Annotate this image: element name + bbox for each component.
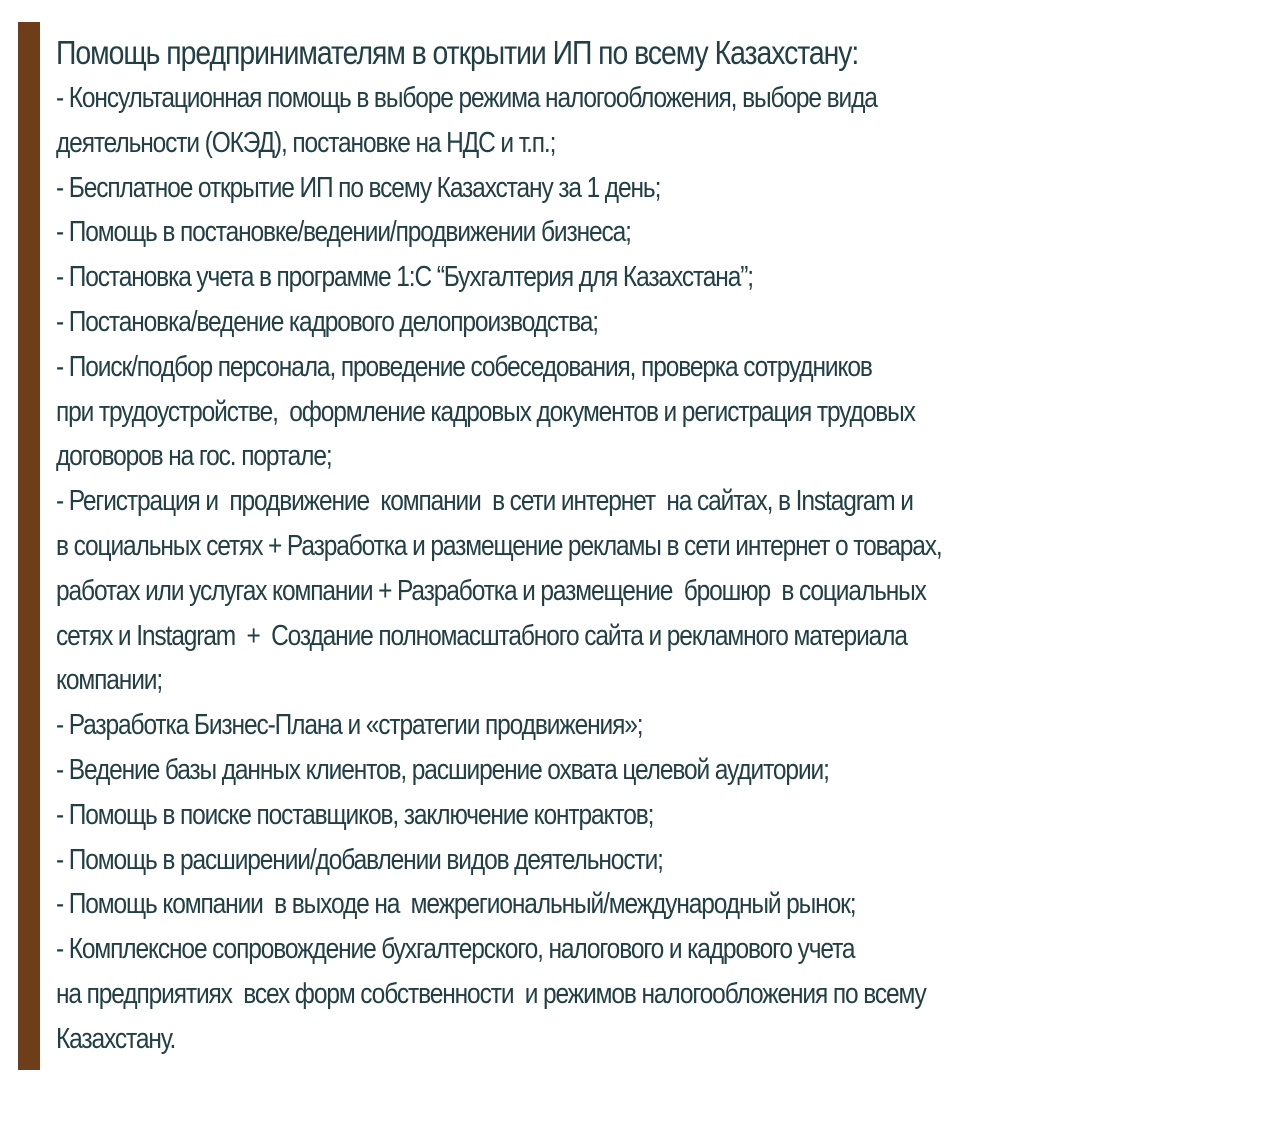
text-line: - Комплексное сопровождение бухгалтерского, налогового и кадрового учета xyxy=(56,933,855,966)
text-line: - Регистрация и продвижение компании в сети интернет на сайтах, в Instagram и xyxy=(56,485,913,518)
text-line: - Помощь компании в выходе на межрегиональный/международный рынок; xyxy=(56,888,856,921)
text-line: на предприятиях всех форм собственности и режимов налогообложения по всему xyxy=(56,977,926,1010)
text-line: сетях и Instagram + Создание полномасштабного сайта и рекламного материала xyxy=(56,619,907,652)
text-line: - Постановка/ведение кадрового делопроизводства; xyxy=(56,305,599,338)
text-line: - Помощь в постановке/ведении/продвижении бизнеса; xyxy=(56,216,631,249)
text-line: компании; xyxy=(56,664,163,697)
text-line: в социальных сетях + Разработка и размещение рекламы в сети интернет о товарах, xyxy=(56,529,942,562)
text-line: - Ведение базы данных клиентов, расширение охвата целевой аудитории; xyxy=(56,753,829,786)
text-line: деятельности (ОКЭД), постановке на НДС и т.п.; xyxy=(56,126,556,159)
heading: Помощь предпринимателям в открытии ИП по всему Казахстану: xyxy=(56,34,859,71)
text-line: - Разработка Бизнес-Плана и «стратегии продвижения»; xyxy=(56,709,643,742)
text-line: - Бесплатное открытие ИП по всему Казахстану за 1 день; xyxy=(56,171,661,204)
text-line: - Помощь в поиске поставщиков, заключение контрактов; xyxy=(56,798,654,831)
services-text-block xyxy=(56,30,1260,1062)
text-line: - Поиск/подбор персонала, проведение собеседования, проверка сотрудников xyxy=(56,350,872,383)
text-line: Казахстану. xyxy=(56,1022,176,1055)
text-line: - Постановка учета в программе 1:С “Бухгалтерия для Казахстана”; xyxy=(56,261,753,294)
text-line: договоров на гос. портале; xyxy=(56,440,332,473)
text-line: работах или услугах компании + Разработка и размещение брошюр в социальных xyxy=(56,574,926,607)
text-line: при трудоустройстве, оформление кадровых документов и регистрация трудовых xyxy=(56,395,915,428)
text-line: - Консультационная помощь в выборе режима налогообложения, выборе вида xyxy=(56,82,877,114)
text-line: - Помощь в расширении/добавлении видов деятельности; xyxy=(56,843,663,876)
accent-bar xyxy=(18,22,40,1070)
